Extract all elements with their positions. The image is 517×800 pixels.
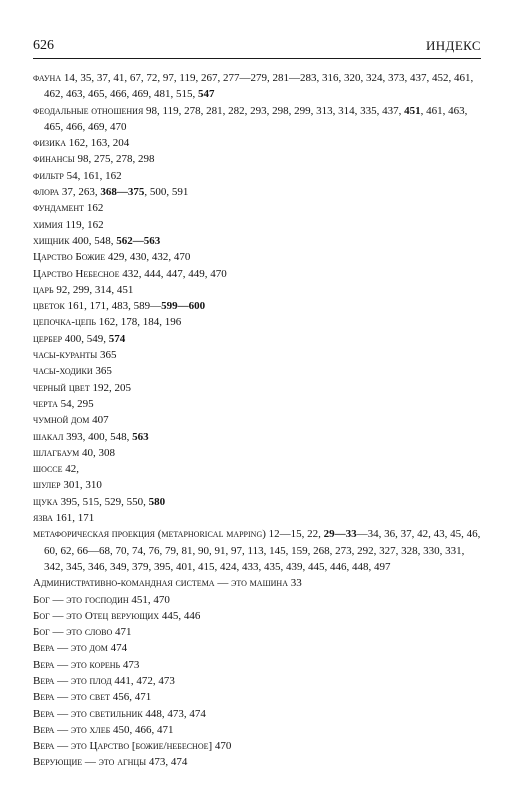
index-entry-text: 98, 119, 278, 281, 282, 293, 298, 299, 313, 314, 335, 437, <box>143 104 405 117</box>
index-entry-bold-pages: 29—33 <box>323 528 357 541</box>
index-entry-bold-pages: 451 <box>404 104 421 117</box>
index-entry-term: метафорическая проекция (metaphorical mapping) <box>33 528 266 541</box>
index-entry <box>33 461 483 477</box>
index-entry-text: 429, 430, 432, 470 <box>105 251 191 264</box>
index-entry-text: 192, 205 <box>89 381 131 394</box>
index-entry-text: 40, 308 <box>79 446 115 459</box>
index-entry-text: 119, 162 <box>62 218 104 231</box>
index-entry-term: флора <box>33 186 60 199</box>
index-entry <box>33 657 483 673</box>
index-entry-bold-pages: 599—600 <box>161 300 206 313</box>
index-entry-term: арство [божие/небесное] <box>97 740 213 753</box>
index-entry <box>33 200 483 216</box>
index-entry <box>33 510 483 526</box>
index-entry <box>33 494 483 510</box>
page-number: 626 <box>33 38 54 53</box>
index-entry-term: часы-куранты <box>33 349 98 362</box>
index-entry-text: А <box>33 577 41 590</box>
index-entry-text: 161, 171 <box>52 512 95 525</box>
index-entry <box>33 298 483 314</box>
index-entry <box>33 754 483 770</box>
index-entry-term: ера — это плод <box>40 674 112 687</box>
index-entry-term: чумной дом <box>33 414 90 427</box>
index-entry-text: 33 <box>287 577 302 590</box>
index-entry-text: Б <box>72 251 82 264</box>
index-entry-term: арство <box>40 251 73 264</box>
index-entry-text: 470 <box>212 740 232 753</box>
index-entry <box>33 722 483 738</box>
index-entry-term: феодальные отношения <box>33 104 144 117</box>
index-entry-term: ера — это корень <box>40 658 121 671</box>
index-entry-text: 474 <box>107 642 128 655</box>
index-entry-bold-pages: 562—563 <box>116 234 161 247</box>
index-entry-text: 473 <box>120 658 140 671</box>
index-entry-term: ерующие — это агнцы <box>40 756 147 769</box>
index-entry <box>33 314 483 330</box>
index-entry-term: ожие <box>81 251 106 264</box>
index-entry-term: ог — это господин <box>39 593 129 606</box>
index-entry-text: 162, 178, 184, 196 <box>96 316 182 329</box>
index-entry-term: царь <box>33 283 54 296</box>
index-entry-term: цепочка-цепь <box>33 316 97 329</box>
index-entry <box>33 738 483 754</box>
index-entry-term: фундамент <box>33 202 85 215</box>
index-entry-text: Б <box>33 609 40 622</box>
index-entry-term: дминистративно-командная система — это машина <box>40 577 288 590</box>
index-entry-term: черный цвет <box>33 381 90 394</box>
index-entry-text: В <box>33 707 41 720</box>
index-entry-text: 473, 474 <box>146 756 188 769</box>
index-entry-term: финансы <box>33 153 75 166</box>
index-entry <box>33 266 483 282</box>
index-entry <box>33 706 483 722</box>
index-entry-text: 393, 400, 548, <box>63 430 133 443</box>
index-entry-text: 365 <box>97 349 117 362</box>
index-entry-text: —34, 36, 37, 42, 43, 45, 46, 60, 62, 66—68, 70, 74, 76, 79, 81, 90, 91, 97, 113, 145, 159, 268, 273, 292, 327, 328, 330, 331, 342, 345, 346, 349, 379, 395, 401, 415, 424, 433, 435, 439, 445, 446, 448, 497 <box>44 528 481 573</box>
index-entry <box>33 331 483 347</box>
index-entry-term: часы-ходики <box>33 365 93 378</box>
index-entry <box>33 347 483 363</box>
index-entry-text: 450, 466, 471 <box>110 723 174 736</box>
index-entry <box>33 282 483 298</box>
index-entry-text: 37, 263, <box>59 186 101 199</box>
index-entry-text: 161, 171, 483, 589— <box>64 300 162 313</box>
index-entry-text: 395, 515, 529, 550, <box>57 495 149 508</box>
index-entry-text: В <box>33 674 41 687</box>
index-entry-text: 162, 163, 204 <box>66 137 130 150</box>
index-entry-term: язва <box>33 512 53 525</box>
index-entry <box>33 624 483 640</box>
index-entry <box>33 184 483 200</box>
index-entry-text: 432, 444, 447, 449, 470 <box>119 267 227 280</box>
index-entry-text: В <box>33 691 41 704</box>
index-entry-text: В <box>33 740 41 753</box>
index-entry-text: Ц <box>33 251 41 264</box>
index-entry-bold-pages: 563 <box>132 430 149 443</box>
index-entry-text: Н <box>72 267 84 280</box>
index-entry-term: ебесное <box>83 267 120 280</box>
index-entry-text: 14, 35, 37, 41, 67, 72, 97, 119, 267, 277—279, 281—283, 316, 320, 324, 373, 437, 452, 461, 462, 463, 465, 466, 469, 481, 515, <box>44 72 474 101</box>
index-entry-term: фауна <box>33 72 62 84</box>
index-entry-text: 42, <box>62 463 80 476</box>
index-entry <box>33 70 483 103</box>
index-entry <box>33 363 483 379</box>
index-entry-term: фильтр <box>33 169 64 182</box>
index-entry-term: шлагбаум <box>33 446 80 459</box>
index-entry-text: Ц <box>33 267 41 280</box>
index-entry-term: шулер <box>33 479 61 492</box>
index-entry-bold-pages: 580 <box>148 495 166 508</box>
index-entry-term: ера — это <box>40 740 90 753</box>
index-entry-text: Б <box>33 626 40 639</box>
index-entry-text: 441, 472, 473 <box>111 674 175 687</box>
index-entry-text: 451, 470 <box>128 593 170 606</box>
index-entry-text: , 461, 463, 465, 466, 469, 470 <box>44 104 468 133</box>
index-entry <box>33 103 483 136</box>
index-entry-bold-pages: 574 <box>108 332 126 345</box>
index-entry-term: ог — это <box>39 609 85 622</box>
running-head: ИНДЕКС <box>425 38 481 53</box>
index-entry-text: 12—15, 22, <box>265 528 324 541</box>
index-entry <box>33 233 483 249</box>
index-entry-text: В <box>33 723 41 736</box>
index-entry-text: В <box>33 756 41 769</box>
index-entry-text: 445, 446 <box>159 609 201 622</box>
index-entry-text: 448, 473, 474 <box>142 707 206 720</box>
index-entry <box>33 608 483 624</box>
index-entry-term: цербер <box>33 332 63 345</box>
index-entry <box>33 396 483 412</box>
index-entry-text: 456, 471 <box>109 691 152 704</box>
index-entry-text: 54, 295 <box>57 397 94 410</box>
index-entry <box>33 689 483 705</box>
index-entry <box>33 575 483 591</box>
index-entry <box>33 412 483 428</box>
index-entry <box>33 249 483 265</box>
index-entry <box>33 592 483 608</box>
index-entry <box>33 445 483 461</box>
index-entry <box>33 380 483 396</box>
page-header <box>33 38 481 59</box>
index-entry-text: 471 <box>112 626 132 639</box>
index-entry-text: 365 <box>92 365 112 378</box>
index-entry-bold-pages: 547 <box>198 88 215 101</box>
index-entry-text: 162 <box>84 202 104 215</box>
index-entry <box>33 640 483 656</box>
index-entry-term: цветок <box>33 300 65 313</box>
index-entry <box>33 526 483 575</box>
index-entry-text: Ц <box>89 740 98 753</box>
index-entry-term: ера — это дом <box>40 642 108 655</box>
index-entry-term: щука <box>33 495 58 508</box>
index-entry-text: О <box>84 609 93 622</box>
index-entry-term: шакал <box>33 430 64 443</box>
index-entry-term: хищник <box>33 234 70 247</box>
index-entry-text: 54, 161, 162 <box>63 169 122 182</box>
index-entry-term: черта <box>33 397 58 410</box>
index-entry <box>33 673 483 689</box>
index-entry-bold-pages: 368—375 <box>100 186 145 199</box>
index-entry-text: 301, 310 <box>60 479 102 492</box>
index-entry-term: арство <box>40 267 73 280</box>
index-entry-text: 400, 549, <box>62 332 109 345</box>
index-entry-text: , 500, 591 <box>144 186 189 199</box>
index-entry-term: шоссе <box>33 463 63 476</box>
index-list <box>33 70 483 771</box>
index-entry-text: 92, 299, 314, 451 <box>53 283 134 296</box>
index-entry <box>33 135 483 151</box>
index-entry-term: тец верующих <box>92 609 160 622</box>
index-entry <box>33 151 483 167</box>
index-entry-term: физика <box>33 137 66 150</box>
index-entry-text: Б <box>33 593 40 606</box>
index-entry-text: 98, 275, 278, 298 <box>74 153 155 166</box>
index-entry <box>33 168 483 184</box>
index-entry-term: ог — это слово <box>39 626 113 639</box>
index-entry <box>33 429 483 445</box>
index-entry-term: ера — это хлеб <box>40 723 111 736</box>
index-entry-term: ера — это светильник <box>40 707 143 720</box>
index-entry-term: ера — это свет <box>40 691 110 704</box>
index-entry-term: химия <box>33 218 63 231</box>
index-entry-text: 400, 548, <box>69 234 117 247</box>
index-entry <box>33 217 483 233</box>
index-entry-text: В <box>33 658 41 671</box>
index-entry-text: В <box>33 642 41 655</box>
index-entry <box>33 477 483 493</box>
index-entry-text: 407 <box>89 414 109 427</box>
